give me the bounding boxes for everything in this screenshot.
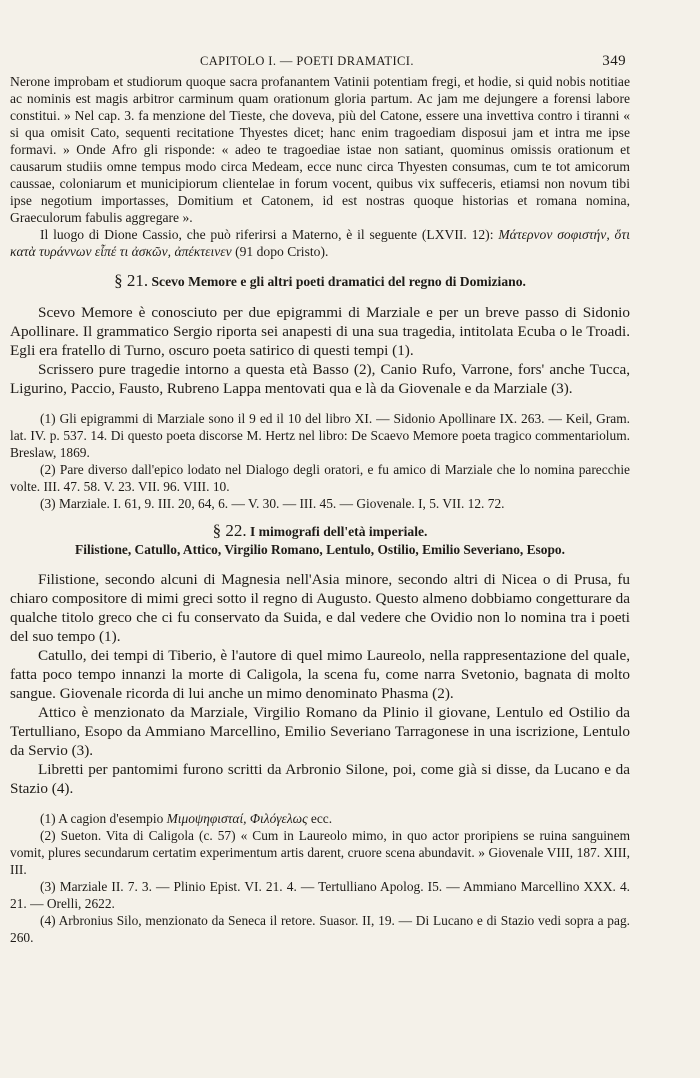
page-body (10, 73, 630, 946)
section-21-title: Scevo Memore e gli altri poeti dramatici del regno di Domiziano. (151, 274, 526, 289)
page-number: 349 (602, 53, 626, 69)
section-22-number: § 22. (212, 521, 247, 540)
greek-quote: Μάτερνον σοφιστήν, ὅτι κατὰ τυράννων εἶπέ τι ἀσκῶν, ἀπέκτεινεν (10, 227, 630, 259)
section-21-paragraph-2: Scrissero pure tragedie intorno a questa età Basso (2), Canio Rufo, Varrone, fors' anche Tucca, Ligurino, Paccio, Fausto, Rubreno Lappa mentovati qua e là da Giovenale e da Marziale (3). (10, 361, 630, 397)
footnote-22-2: (2) Sueton. Vita di Caligola (c. 57) « Cum in Laureolo mimo, in quo actor proripiens se ruina sanguinem vomit, plures secundarum certatim experimentum artis darent, cruore scena abundavit. » Giovenale VIII, 187. XIII, III. (10, 828, 630, 877)
footnote-21-3: (3) Marziale. I. 61, 9. III. 20, 64, 6. — V. 30. — III. 45. — Giovenale. I, 5. VII. 12. 72. (40, 496, 505, 511)
dione-date: (91 dopo Cristo). (235, 244, 329, 259)
footnote-22-3: (3) Marziale II. 7. 3. — Plinio Epist. VI. 21. 4. — Tertulliano Apolog. I5. — Ammiano Marcellino XXX. 4. 21. — Orelli, 2622. (10, 879, 630, 911)
footnote-21-1: (1) Gli epigrammi di Marziale sono il 9 ed il 10 del libro XI. — Sidonio Apollinare IX. 263. — Keil, Gram. lat. IV. p. 537. 14. Di questo poeta discorse M. Hertz nel libro: De Scaevo Memore poeta tragico commentariolum. Breslaw, 1869. (10, 411, 630, 460)
dione-cassio-paragraph (10, 226, 630, 260)
continued-paragraph: Nerone improbam et studiorum quoque sacra profanantem Vatinii potentiam fregi, et hodie, si quid nobis notitiae ac nominis est magis arbitror carminum quam orationum gloria partum. Ac jam me dejungere a forensi labore constitui. » Nel cap. 3. fa menzione del Tieste, che doveva, più del Catone, essere una invettiva contro i tiranni « si qua omisit Cato, sequenti recitatione Thyestes dicet; hanc enim tragoediam disposui jam et intra me ipse formavi. » Onde Afro gli risponde: « adeo te tragoediae istae non satiant, quominus omissis orationum et causarum studiis omne tempus modo circa Medeam, ecce nunc circa Thyesten consumas, cum te tot amicorum caussae, coloniarum et municipiorum clientelae in forum vocent, quibus vix suffeceris, etiamsi non novum tibi ipse negotium importasses, Domitium et Catonem, id est nostras quoque historias et romana nomina, Graeculorum fabulis aggregare ». (10, 74, 630, 225)
section-21-number: § 21. (114, 271, 149, 290)
running-title: CAPITOLO I. — POETI DRAMATICI. (200, 54, 414, 68)
dione-text: Il luogo di Dione Cassio, che può riferirsi a Materno, è il seguente (LXVII. 12): (40, 227, 494, 242)
section-21-heading (10, 272, 630, 291)
footnote-22-1-text: (1) A cagion d'esempio (40, 811, 164, 826)
section-22-paragraph-2: Catullo, dei tempi di Tiberio, è l'autore di quel mimo Laureolo, nella rappresentazione del quale, fatta poco tempo innanzi la morte di Caligola, la scena fu, come narra Svetonio, bagnata di molto sangue. Giovenale ricorda di lui anche un mimo denominato Phasma (2). (10, 647, 630, 702)
section-22-paragraph-1: Filistione, secondo alcuni di Magnesia nell'Asia minore, secondo altri di Nicea o di Prusa, fu chiaro compositore di mimi greci sotto il regno di Augusto. Questo almeno dobbiamo congetturare da qualche titolo greco che ci fu conservato da Suida, e dal vedere che Ovidio non lo nomina tra i poeti del suo tempo (1). (10, 571, 630, 645)
footnote-22-1-greek: Μιμοψηφισταί, Φιλόγελως (166, 811, 308, 826)
section-22-paragraph-3: Attico è menzionato da Marziale, Virgilio Romano da Plinio il giovane, Lentulo ed Ostilio da Tertulliano, Esopo da Ammiano Marcellino, Emilio Severiano Tarragonese in una iscrizione, Lentulo da Servio (3). (10, 704, 630, 759)
section-22-subtitle: Filistione, Catullo, Attico, Virgilio Romano, Lentulo, Ostilio, Emilio Severiano, Esopo. (75, 542, 565, 557)
section-22-paragraph-4: Libretti per pantomimi furono scritti da Arbronio Silone, poi, come già si disse, da Lucano e da Stazio (4). (10, 761, 630, 797)
section-22-heading (10, 522, 630, 541)
section-22-title: I mimografi dell'età imperiale. (249, 524, 428, 539)
footnote-22-4: (4) Arbronius Silo, menzionato da Seneca il retore. Suasor. II, 19. — Di Lucano e di Stazio vedi sopra a pag. 260. (10, 913, 630, 945)
page-header (0, 54, 700, 72)
section-21-paragraph-1: Scevo Memore è conosciuto per due epigrammi di Marziale e per un breve passo di Sidonio Apollinare. Il grammatico Sergio riporta sei anapesti di una sua tragedia, intitolata Ecuba o le Troadi. Egli era fratello di Turno, oscuro poeta satirico di questi tempi (1). (10, 304, 630, 359)
footnote-22-1 (10, 810, 630, 827)
footnote-21-2: (2) Pare diverso dall'epico lodato nel Dialogo degli oratori, e fu amico di Marziale che lo nomina parecchie volte. III. 47. 58. V. 23. VII. 96. VIII. 10. (10, 462, 630, 494)
footnote-22-1-end: ecc. (310, 811, 333, 826)
